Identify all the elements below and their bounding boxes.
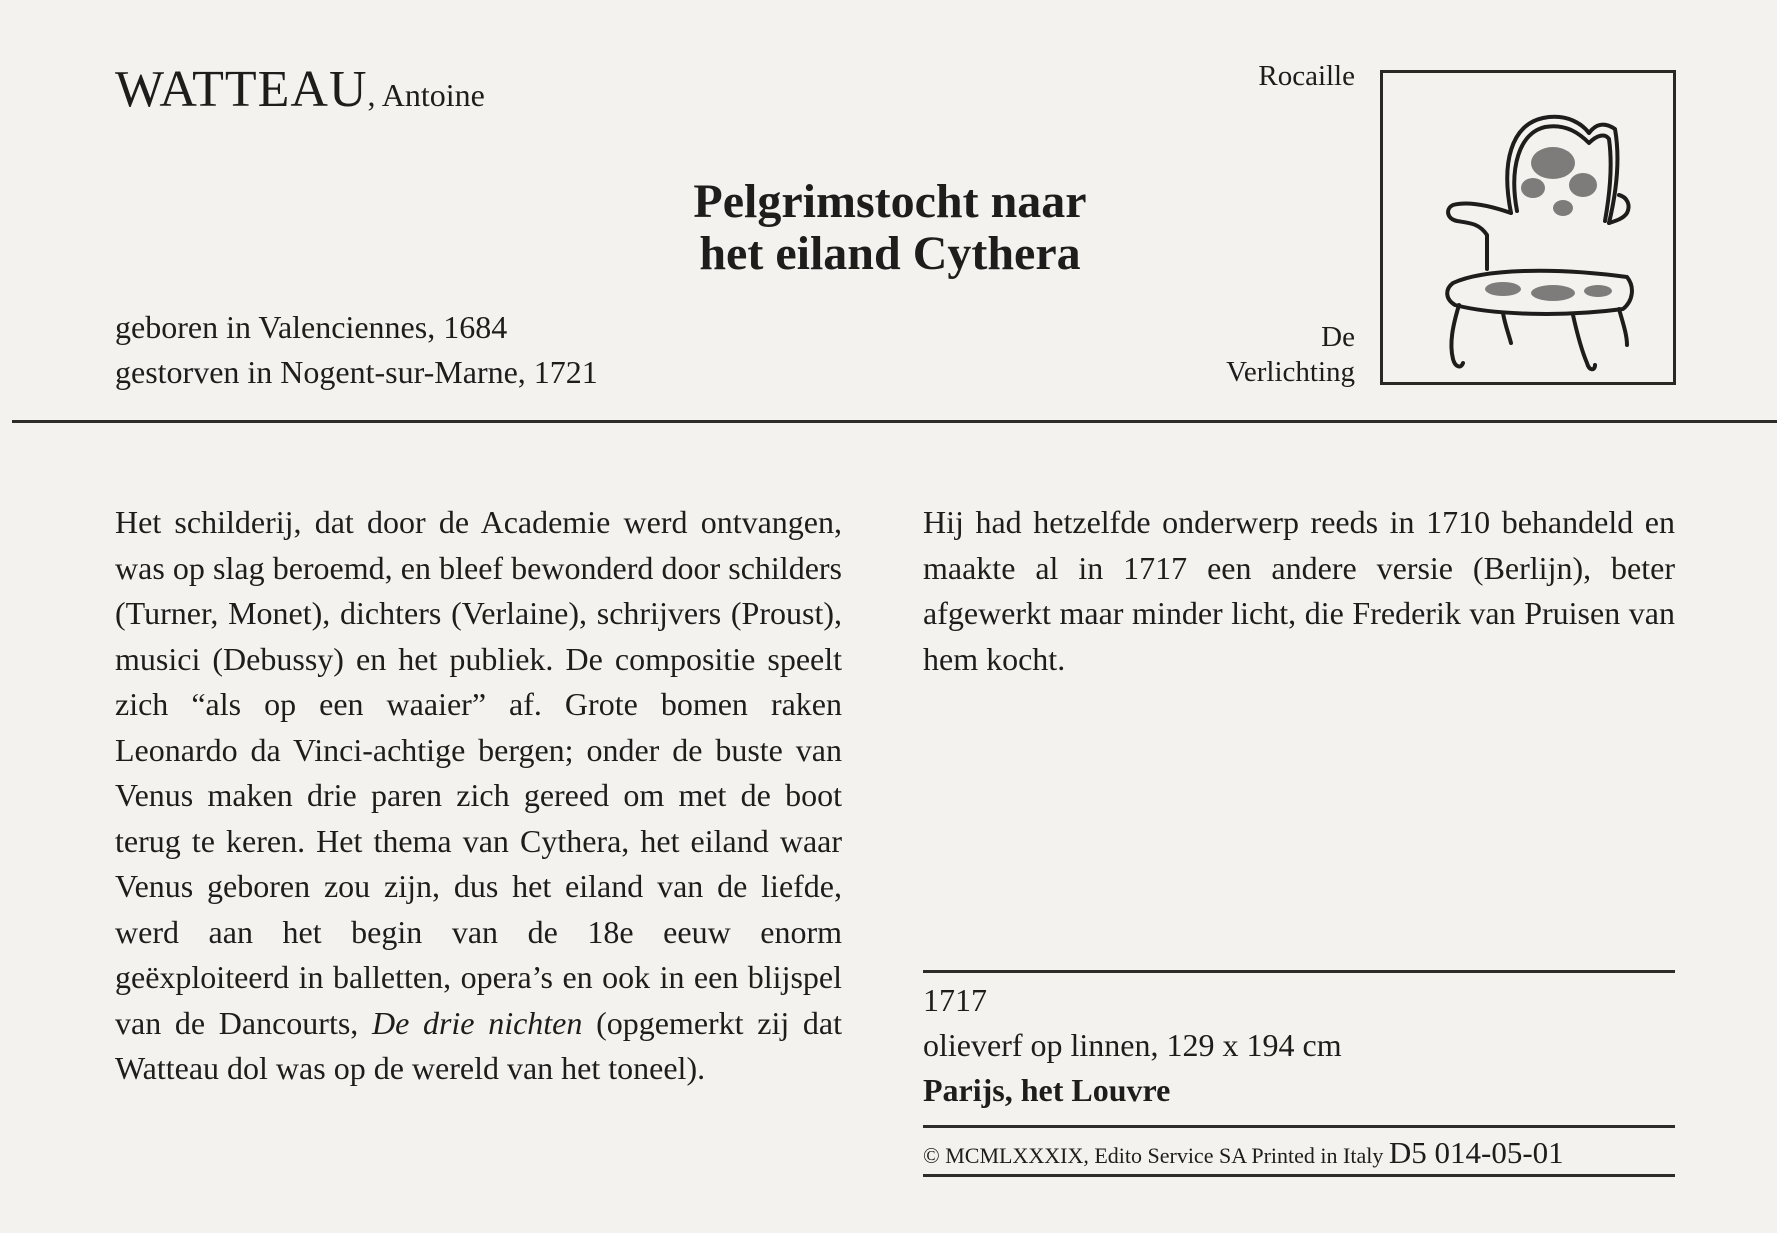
footer-top-rule bbox=[923, 1125, 1675, 1128]
artist-first-name: Antoine bbox=[381, 77, 485, 113]
header-divider bbox=[12, 420, 1777, 423]
description-left-text: Het schilderij, dat door de Academie werd ontvangen, was op slag beroemd, en bleef bewonderd door schilders (Turner, Monet), dichters (Verlaine), schrijvers (Proust), musici (Debussy) en het publiek. De compositie speelt zich “als op een waaier” af. Grote bomen raken Leonardo da Vinci-achtige bergen; onder de buste van Venus maken drie paren zich gereed om met de boot terug te keren. Het thema van Cythera, het eiland waar Venus geboren zou zijn, dus het eiland van de liefde, werd aan het begin van de 18e eeuw enorm geëxploiteerd in balletten, opera’s en ook in een blijspel van de Dancourts, bbox=[115, 504, 842, 1041]
painting-medium: olieverf op linnen, 129 x 194 cm bbox=[923, 1027, 1342, 1063]
footer-bottom-rule bbox=[923, 1174, 1675, 1177]
painting-details bbox=[923, 978, 1342, 1113]
artist-last-name: WATTEAU bbox=[115, 61, 368, 118]
play-title: De drie nichten bbox=[371, 1004, 583, 1041]
copyright-text: © MCMLXXXIX, Edito Service SA bbox=[923, 1143, 1246, 1168]
painting-title bbox=[600, 176, 1180, 280]
style-label-verlichting bbox=[1150, 320, 1355, 390]
title-line-1: Pelgrimstocht naar bbox=[693, 175, 1087, 228]
style-illustration-frame bbox=[1380, 70, 1676, 385]
description-left bbox=[115, 500, 842, 1092]
artist-life-dates bbox=[115, 305, 598, 395]
rococo-armchair-icon bbox=[1383, 73, 1673, 382]
death-info: gestorven in Nogent-sur-Marne, 1721 bbox=[115, 354, 598, 390]
publisher-footer bbox=[923, 1135, 1675, 1171]
card-code: D5 014-05-01 bbox=[1388, 1135, 1564, 1170]
title-line-2: het eiland Cythera bbox=[699, 227, 1081, 280]
style-label-rocaille: Rocaille bbox=[1258, 60, 1355, 92]
details-top-rule bbox=[923, 970, 1675, 973]
printed-in-text: Printed in Italy bbox=[1251, 1143, 1384, 1168]
birth-info: geboren in Valenciennes, 1684 bbox=[115, 309, 508, 345]
description-left-end: (opgemerkt zij dat Watteau dol was op de wereld van het toneel). bbox=[115, 1004, 843, 1086]
artist-name bbox=[115, 60, 485, 119]
painting-year: 1717 bbox=[923, 982, 987, 1018]
description-right: Hij had hetzelfde onderwerp reeds in 1710 behandeld en maakte al in 1717 een andere versie (Berlijn), beter afgewerkt maar minder licht, die Frederik van Pruisen van hem kocht. bbox=[923, 504, 1675, 677]
style-label-line-1: De bbox=[1321, 321, 1355, 353]
painting-location: Parijs, het Louvre bbox=[923, 1072, 1171, 1108]
style-label-line-2: Verlichting bbox=[1226, 356, 1355, 388]
artist-separator: , bbox=[367, 77, 382, 113]
